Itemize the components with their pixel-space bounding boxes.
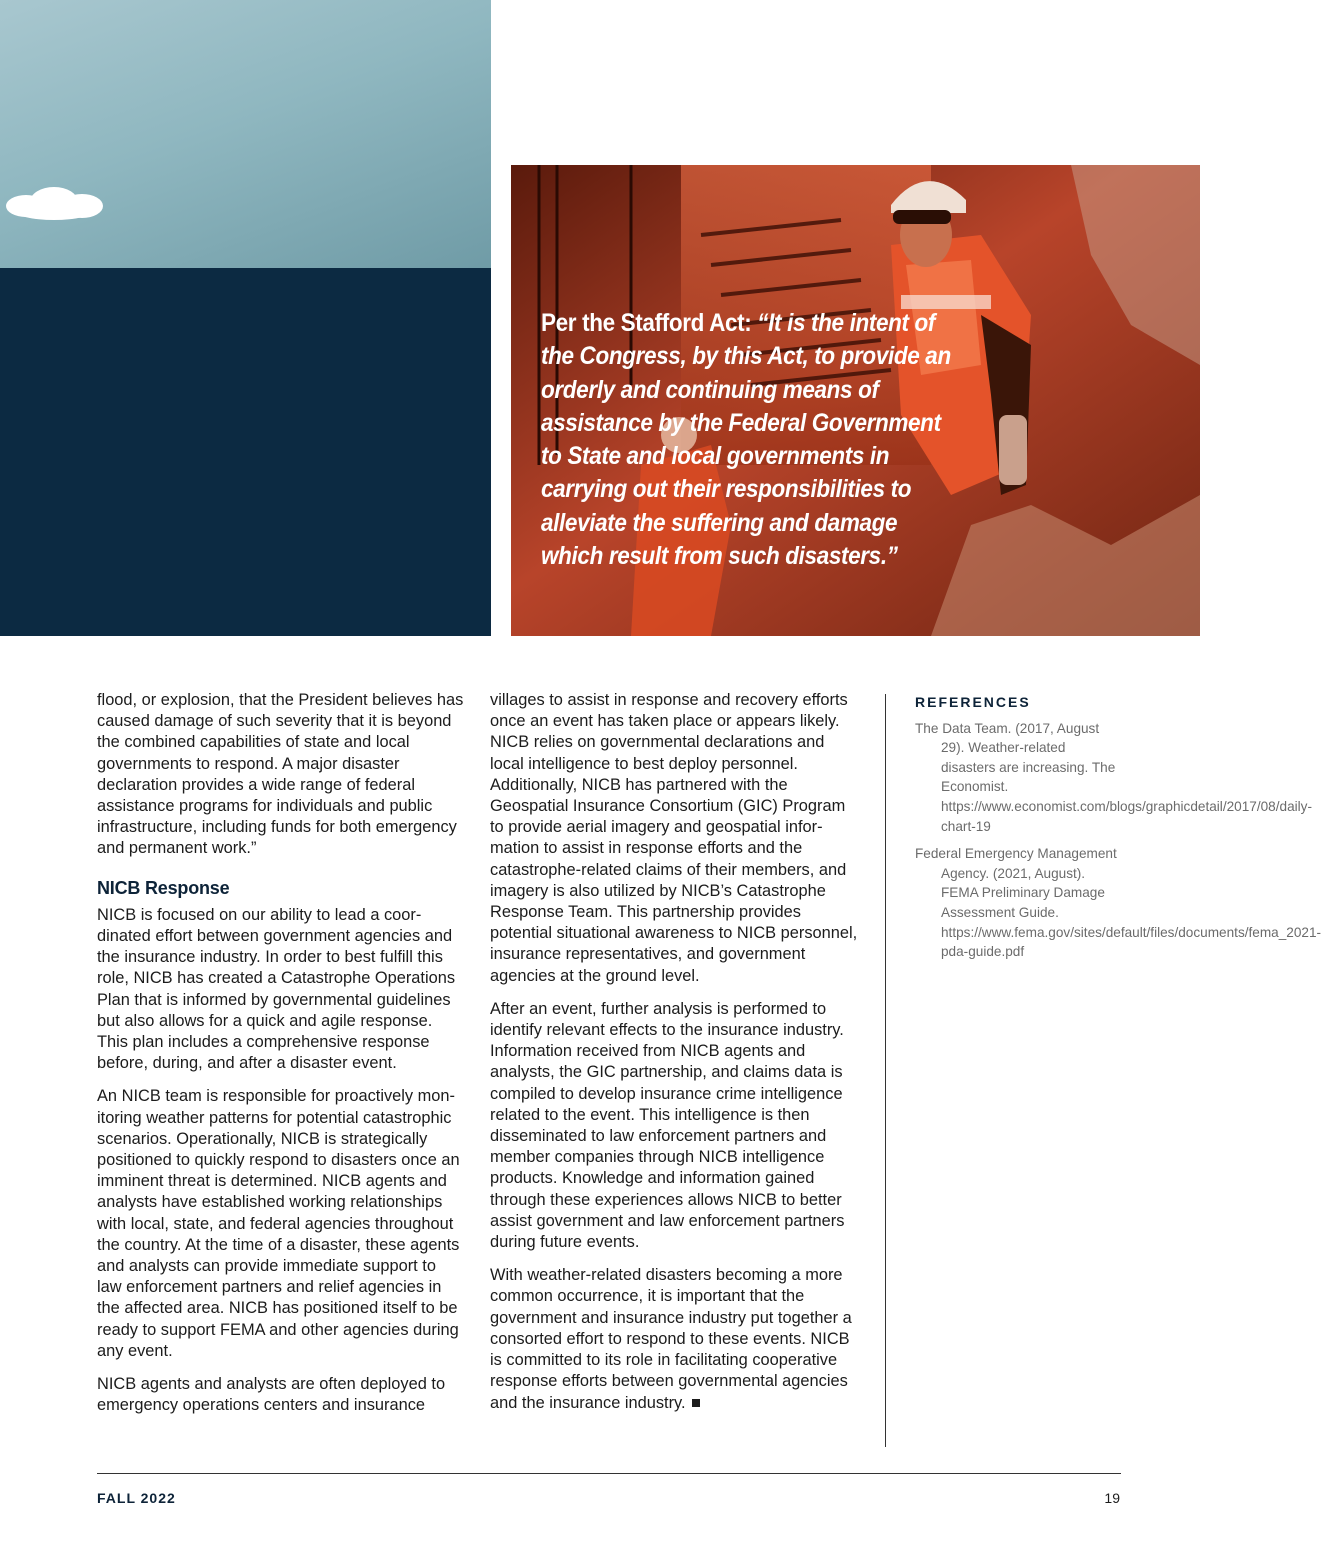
section-heading: NICB Response bbox=[97, 877, 230, 898]
ocean-area bbox=[0, 268, 491, 636]
references-heading: REFERENCES bbox=[915, 694, 1031, 710]
paragraph: An NICB team is responsible for proactively monitoring weather patterns for potential catastrophic scenarios. Operationally, NICB is strategically positioned to quickly respond to disasters once an imminent threat is determined. NICB agents and analysts have established working relationships with local, state, and federal agencies throughout the country. At the time of a disaster, these agents and analysts can provide immediate support to law enforcement partners and relief agencies in the affected area. NICB has positioned itself to be ready to support FEMA and other agencies during any event. bbox=[97, 1087, 460, 1360]
paragraph: NICB is focused on our ability to lead a coordinated effort between government agencies and the insurance industry. In order to best fulfill this role, NICB has created a Catastrophe Operations Plan that is informed by governmental guidelines but also allows for a quick and agile response. This plan includes a comprehensive response before, during, and after a disaster event. bbox=[97, 905, 456, 1073]
article-column-2 bbox=[490, 690, 862, 1426]
paragraph: After an event, further analysis is performed to identify relevant effects to the insurance industry. Information received from NICB agents and analysts, the GIC partnership, and claims data is compiled to develop insurance crime intelligence related to the event. This intelligence is then disseminated to law enforcement partners and member companies through NICB intelligence products. Knowledge and information gained through these experiences allows NICB to better assist government and law enforcement partners during future events. bbox=[490, 999, 845, 1252]
paragraph: flood, or explosion, that the President believes has caused damage of such severity that it is beyond the combined capabilities of state and local governments to respond. A major disaster declaration provides a wide range of federal assistance programs for individuals and public infrastructure, including funds for both emergency and permanent work.” bbox=[97, 691, 464, 858]
column-divider bbox=[885, 694, 886, 1447]
article-column-1 bbox=[97, 690, 465, 1429]
paragraph-final bbox=[490, 1265, 862, 1413]
reference-item: Federal Emergency Management Agency. (2021, August). FEMA Preliminary Damage Assessment Guide. https://www.fema.gov/sites/default/files/documents/fema_2021-pda-guide.pdf bbox=[915, 846, 1321, 960]
footer-rule bbox=[97, 1473, 1121, 1474]
paragraph: villages to assist in response and recovery efforts once an event has taken place or appears likely. NICB relies on governmental declarations and local intelligence to best deploy personnel. Additionally, NICB has partnered with the Geospatial Insurance Consortium (GIC) Program to provide aerial imagery and geospatial information to assist in response efforts and the catastrophe-related claims of their members, and imagery is also utilized by NICB’s Catastrophe Response Team. This partnership provides potential situational awareness to NICB personnel, insurance representatives, and government agencies at the ground level. bbox=[490, 691, 858, 985]
issue-label: FALL 2022 bbox=[97, 1490, 176, 1506]
paragraph: NICB agents and analysts are often deployed to emergency operations centers and insurance bbox=[97, 1375, 446, 1415]
pull-quote-text: “It is the intent of the Congress, by this Act, to provide an orderly and continuing means of assistance by the Federal Government to State and local governments in carrying out their responsibilities to alleviate the suffering and damage which result from such disasters.” bbox=[541, 309, 951, 571]
sky-area bbox=[0, 0, 491, 272]
references-sidebar bbox=[915, 693, 1321, 970]
end-of-article-mark bbox=[692, 1399, 700, 1407]
pull-quote bbox=[541, 307, 955, 573]
paragraph-text: With weather-related disasters becoming a more common occurrence, it is important that the government and insurance industry put together a consorted effort to respond to these events. NICB is committed to its role in facilitating cooperative response efforts between governmental agencies and the insurance industry. bbox=[490, 1266, 852, 1412]
cloud-shape bbox=[4, 186, 104, 222]
pull-quote-lead: Per the Stafford Act: bbox=[541, 309, 758, 337]
page-number: 19 bbox=[1104, 1490, 1120, 1506]
rescue-worker-photo bbox=[511, 165, 1200, 636]
ocean-horizon-image bbox=[0, 0, 491, 636]
reference-item: The Data Team. (2017, August 29). Weather-related disasters are increasing. The Economist. https://www.economist.com/blogs/graphicdetail/2017/08/daily-chart-19 bbox=[915, 720, 1313, 834]
